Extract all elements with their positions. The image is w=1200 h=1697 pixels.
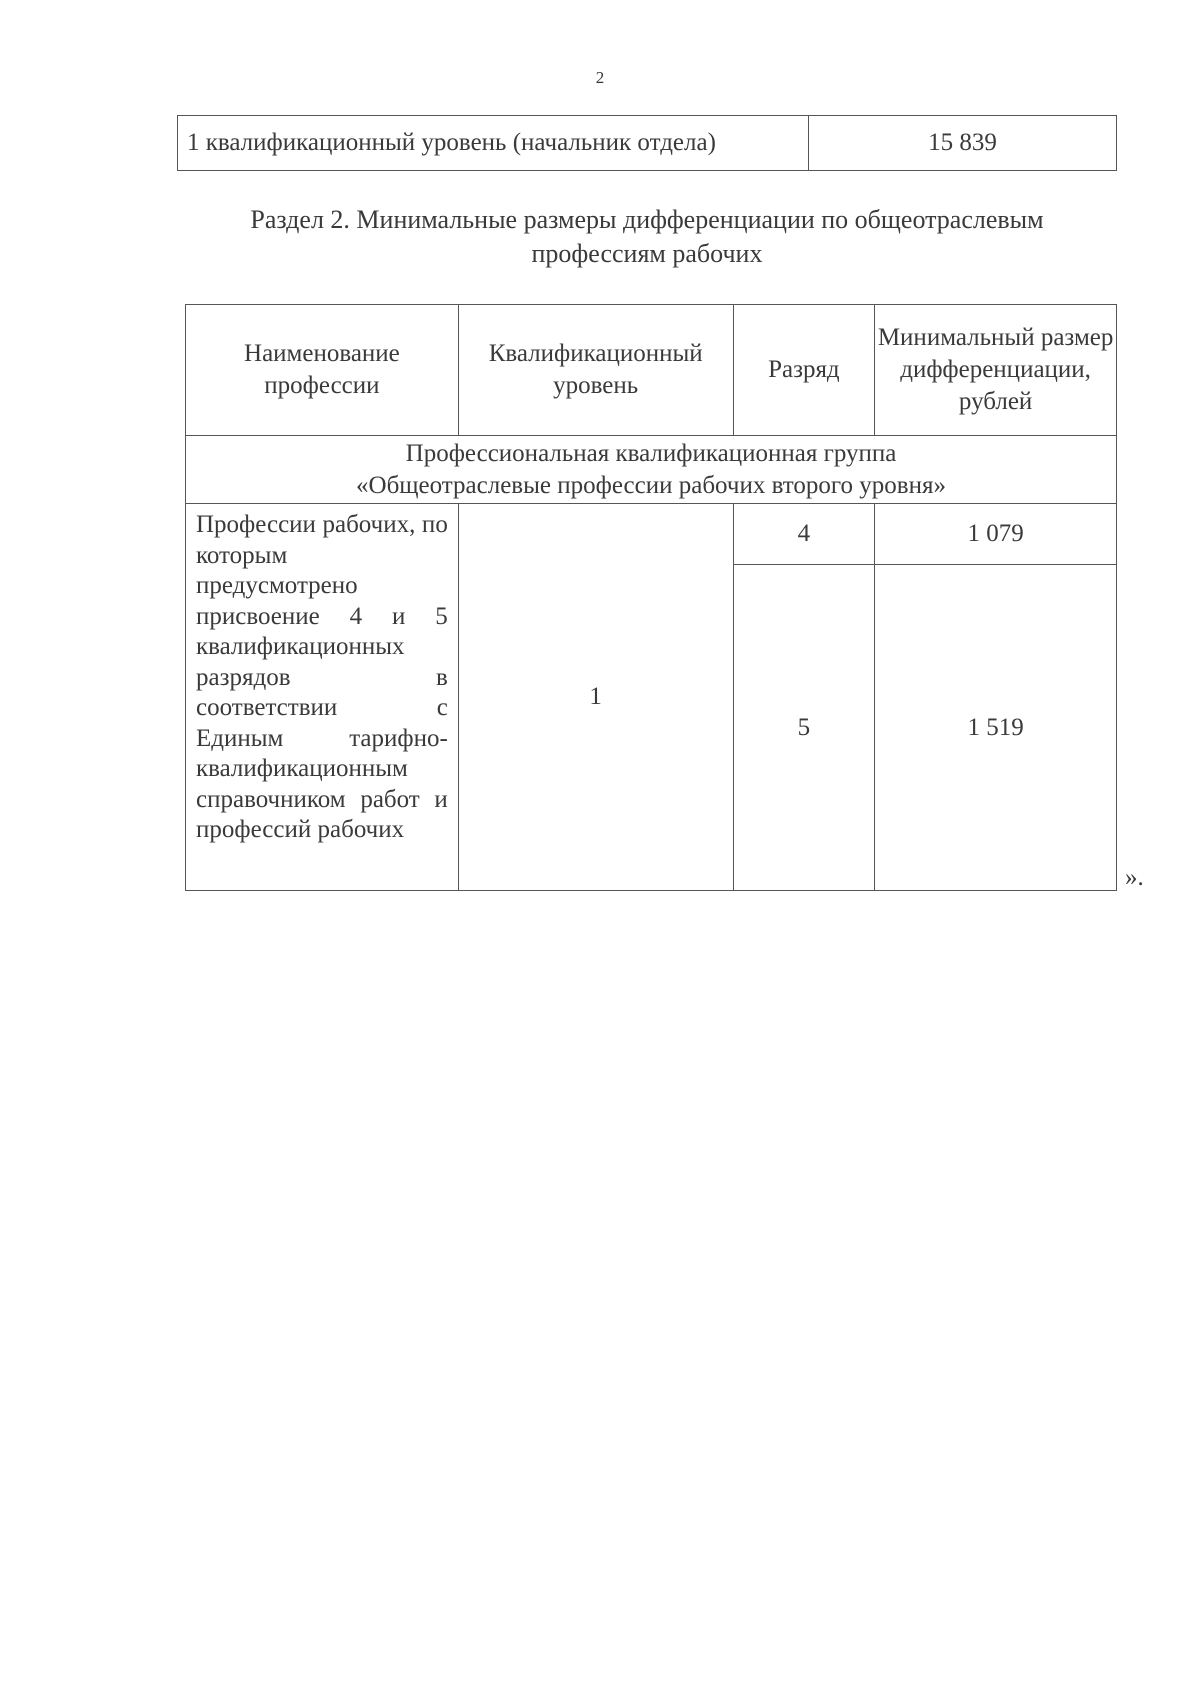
section-heading-line2: профессиям рабочих (531, 238, 763, 268)
page-number: 2 (595, 68, 605, 87)
grade-cell: 4 (733, 504, 875, 565)
closing-quote: ». (1125, 864, 1144, 891)
top-table-label: 1 квалификационный уровень (начальник отдела) (178, 116, 809, 171)
section-heading-line1: Раздел 2. Минимальные размеры дифференциации по общеотраслевым (250, 205, 1044, 234)
header-qual-level: Квалификационный уровень (458, 305, 733, 436)
group-row (186, 436, 1117, 504)
table-row (186, 504, 1117, 565)
header-min-diff: Минимальный размер дифференциации, рублей (875, 305, 1117, 436)
header-profession: Наименование профессии (186, 305, 459, 436)
top-table (177, 115, 1117, 171)
group-cell (186, 436, 1117, 504)
top-table-value: 15 839 (809, 116, 1117, 171)
section-heading (177, 203, 1117, 271)
header-grade: Разряд (733, 305, 875, 436)
main-table (185, 304, 1117, 891)
amount-cell: 1 519 (875, 565, 1117, 891)
amount-cell: 1 079 (875, 504, 1117, 565)
profession-cell: Профессии рабочих, по которым предусмотрено присвоение 4 и 5 квалификационных разрядов в соответствии с Единым тарифно-квалификационным справочником работ и профессий рабочих (186, 504, 459, 891)
table-row (178, 116, 1117, 171)
qual-level-cell: 1 (458, 504, 733, 891)
header-row (186, 305, 1117, 436)
group-line2: «Общеотраслевые профессии рабочих второго уровня» (356, 471, 946, 499)
grade-cell: 5 (733, 565, 875, 891)
group-line1: Профессиональная квалификационная группа (405, 439, 897, 467)
